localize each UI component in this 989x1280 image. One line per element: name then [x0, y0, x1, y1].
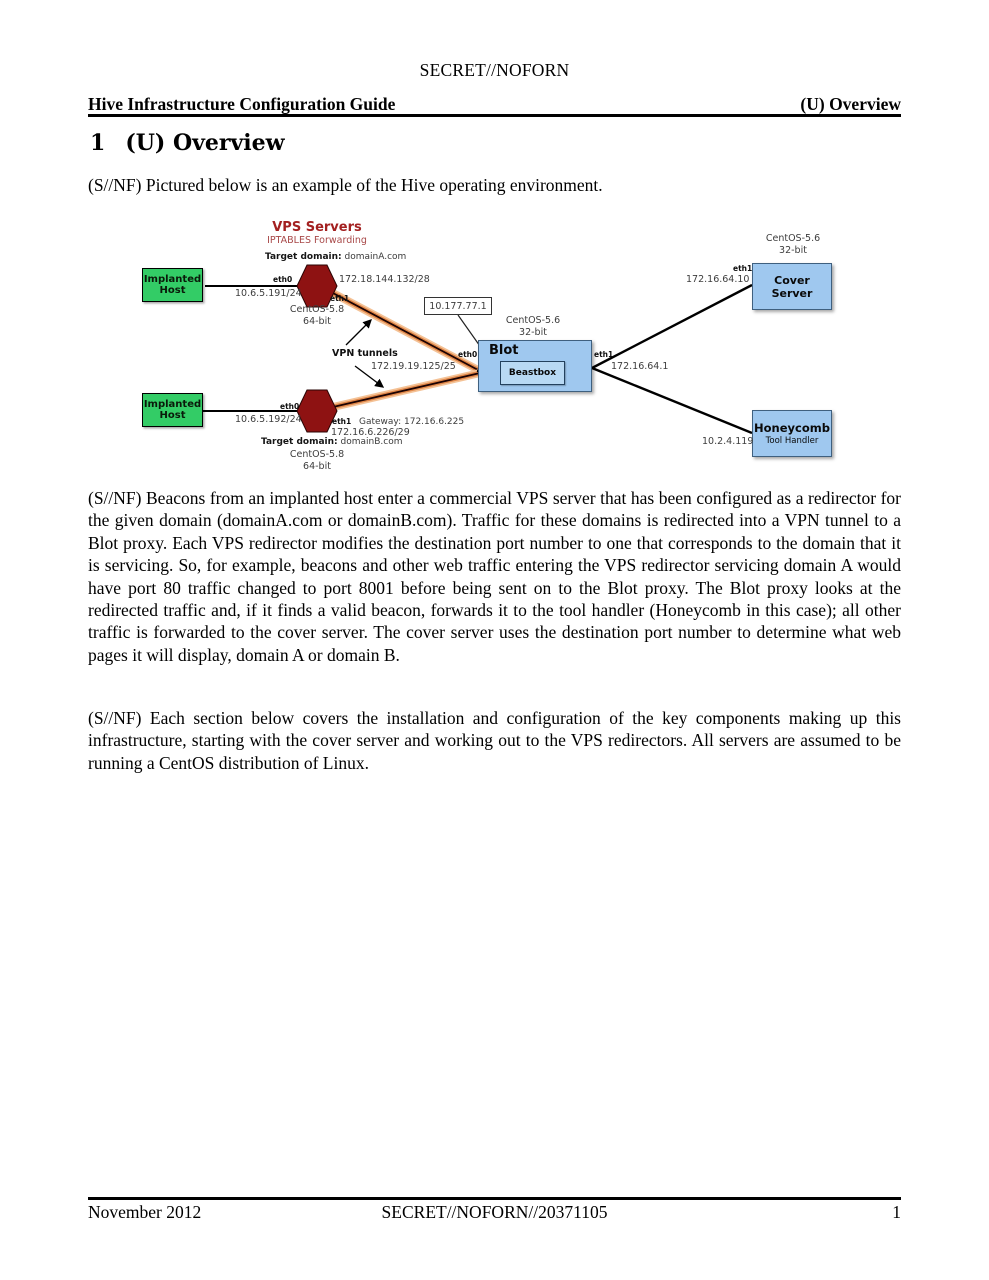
cover-eth1-label: eth1 — [733, 264, 753, 273]
blot-os: CentOS-5.6 32-bit — [505, 315, 561, 338]
vpsb-os: CentOS-5.8 64-bit — [289, 449, 345, 472]
cover-ip: 172.16.64.10 — [686, 274, 750, 285]
vpn-tunnels-label: VPN tunnels — [332, 348, 398, 359]
section-title: (U) Overview — [125, 130, 285, 156]
cover-server-box: Cover Server — [752, 263, 832, 310]
mgmt-ip-box: 10.177.77.1 — [424, 297, 492, 315]
footer-date: November 2012 — [88, 1202, 202, 1222]
hosta-eth0-label: eth0 — [273, 275, 293, 284]
doc-title: Hive Infrastructure Configuration Guide — [88, 94, 396, 114]
hostb-ip: 10.6.5.192/24 — [235, 414, 302, 425]
document-header — [88, 94, 901, 115]
vps-servers-title: VPS Servers — [272, 220, 362, 235]
blot-ip: 172.16.64.1 — [611, 361, 669, 372]
honeycomb-box: Honeycomb Tool Handler — [752, 410, 832, 457]
body-paragraph-2: (S//NF) Each section below covers the installation and configuration of the key components making up this infrastructure, starting with the cover server and working out to the VPS redirectors. All servers are assumed to be running a CentOS distribution of Linux. — [88, 708, 901, 773]
vpsb-gateway: Gateway: 172.16.6.225 — [359, 417, 465, 427]
intro-paragraph: (S//NF) Pictured below is an example of the Hive operating environment. — [88, 175, 603, 195]
section-heading — [90, 130, 285, 156]
header-rule — [88, 114, 901, 117]
link-blot-cover — [592, 285, 752, 368]
cover-os: CentOS-5.6 32-bit — [765, 233, 821, 256]
vps-redirector-b-hexagon — [297, 390, 337, 432]
hostb-eth0-label: eth0 — [280, 402, 300, 411]
vps-servers-subtitle: IPTABLES Forwarding — [267, 235, 367, 246]
vpn-tunnel-b — [333, 373, 480, 407]
implanted-host-a: Implanted Host — [142, 268, 203, 302]
blot-label: Blot — [489, 343, 519, 358]
footer-classification: SECRET//NOFORN//20371105 — [381, 1202, 608, 1222]
footer-rule — [88, 1197, 901, 1200]
doc-section-label: (U) Overview — [800, 94, 901, 114]
vpsa-eth1-label: eth1 — [330, 294, 350, 303]
vpn-ip: 172.19.19.125/25 — [371, 361, 456, 372]
vpsa-os: CentOS-5.8 64-bit — [289, 304, 345, 327]
blot-eth1-label: eth1 — [594, 350, 614, 359]
target-domain-a: Target domain: domainA.com — [265, 252, 407, 262]
section-number: 1 — [90, 130, 106, 156]
beastbox: Beastbox — [500, 361, 565, 385]
vpsa-ip: 172.18.144.132/28 — [339, 274, 430, 285]
footer-page-number: 1 — [892, 1202, 901, 1222]
vpsb-eth1-label: eth1 — [332, 417, 352, 426]
classification-banner: SECRET//NOFORN — [419, 60, 570, 80]
implanted-host-b: Implanted Host — [142, 393, 203, 427]
hosta-ip: 10.6.5.191/24 — [235, 288, 302, 299]
body-paragraph-1: (S//NF) Beacons from an implanted host enter a commercial VPS server that has been configured as a redirector for the given domain (domainA.com or domainB.com). Traffic for these domains is redirected into a VPN tunnel to a Blot proxy. Each VPS redirector modifies the destination port number to one that corresponds to the domain that it is servicing. So, for example, beacons and other web traffic entering the VPS redirector servicing domain A would have port 80 traffic changed to port 8001 before being sent on to the Blot proxy. The Blot proxy looks at the redirected traffic and, if it finds a valid beacon, forwards it to the tool handler (Honeycomb in this case); all other traffic is forwarded to the cover server. The cover server uses the destination port number to determine what web pages it will display, domain A or domain B. — [88, 488, 901, 665]
target-domain-b: Target domain: domainB.com — [261, 437, 403, 447]
blot-eth0-label: eth0 — [458, 350, 478, 359]
vpsb-ip: 172.16.6.226/29 — [331, 427, 410, 438]
honeycomb-ip: 10.2.4.119 — [702, 436, 754, 447]
network-diagram — [140, 215, 915, 480]
link-blot-honeycomb — [592, 368, 752, 433]
honeycomb-subtitle: Tool Handler — [765, 436, 819, 446]
